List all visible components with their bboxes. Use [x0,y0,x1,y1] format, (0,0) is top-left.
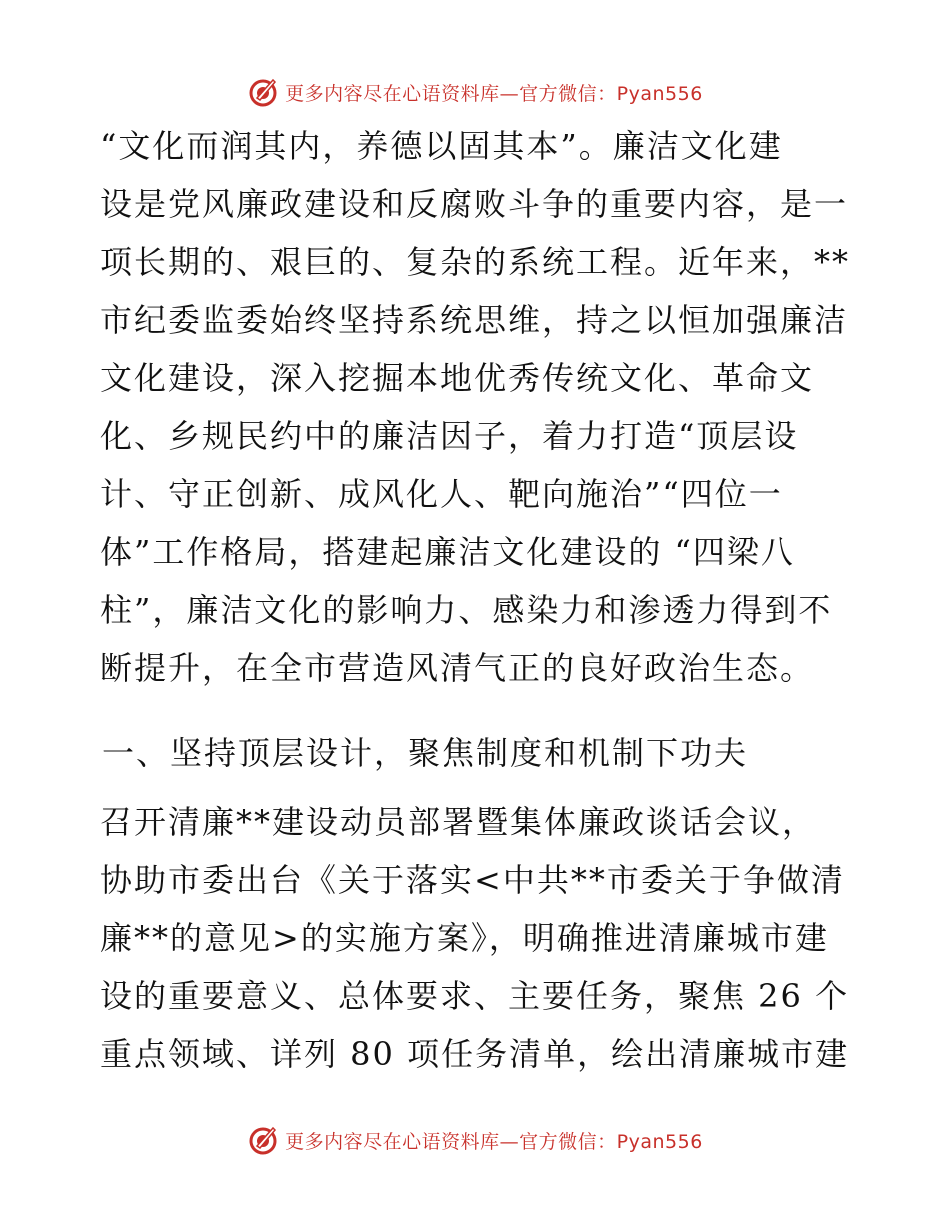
text-line: 文化建设，深入挖掘本地优秀传统文化、革命文 [100,359,815,397]
banner-text: 更多内容尽在心语资料库—官方微信： [285,82,617,105]
text-line: 召开清廉**建设动员部署暨集体廉政谈话会议， [100,803,817,841]
text-line: 重点领域、详列 80 项任务清单，绘出清廉城市建 [100,1035,850,1073]
text-line: 化、乡规民约中的廉洁因子，着力打造“顶层设 [100,417,799,455]
text-line: 项长期的、艰巨的、复杂的系统工程。近年来，** [100,243,851,281]
header-banner [0,72,950,112]
text-line: 体”工作格局，搭建起廉洁文化建设的 “四梁八 [100,533,795,571]
text-line: “文化而润其内，养德以固其本”。廉洁文化建 [100,127,783,165]
paragraph-section-one [100,793,850,1083]
text-line: 市纪委监委始终坚持系统思维，持之以恒加强廉洁 [100,301,849,339]
banner-handle: Pyan556 [616,82,703,105]
text-line: 设的重要意义、总体要求、主要任务，聚焦 26 个 [100,977,850,1015]
banner-text: 更多内容尽在心语资料库—官方微信： [285,1130,617,1153]
quill-seal-icon [247,76,279,108]
footer-banner [0,1120,950,1160]
text-line: 柱”，廉洁文化的影响力、感染力和渗透力得到不 [100,591,833,629]
paragraph-intro [100,117,850,697]
banner-handle: Pyan556 [616,1130,703,1153]
text-line: 断提升，在全市营造风清气正的良好政治生态。 [100,649,815,687]
quill-seal-icon [247,1124,279,1156]
text-line: 协助市委出台《关于落实<中共**市委关于争做清 [100,861,845,899]
text-line: 设是党风廉政建设和反腐败斗争的重要内容，是一 [100,185,849,223]
section-heading: 一、坚持顶层设计，聚焦制度和机制下功夫 [102,734,749,772]
text-line: 廉**的意见>的实施方案》，明确推进清廉城市建 [100,919,829,957]
text-line: 计、守正创新、成风化人、靶向施治”“四位一 [100,475,783,513]
